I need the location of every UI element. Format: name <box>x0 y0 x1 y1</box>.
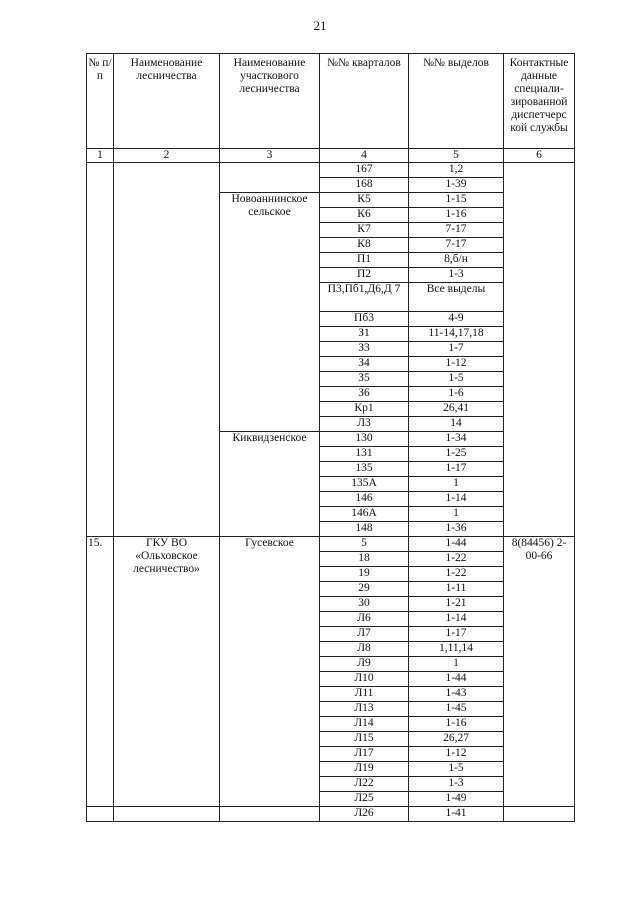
quarter-cell: 146 <box>320 492 409 507</box>
plots-cell: 1-44 <box>409 672 504 687</box>
quarter-cell: П2 <box>320 268 409 283</box>
quarter-cell: 167 <box>320 163 409 178</box>
plots-cell: 1-43 <box>409 687 504 702</box>
table-row <box>87 807 575 822</box>
header-plots: №№ выделов <box>409 54 504 149</box>
plots-cell: 26,41 <box>409 402 504 417</box>
quarter-cell: 29 <box>320 582 409 597</box>
quarter-cell: З5 <box>320 372 409 387</box>
quarter-cell: 148 <box>320 522 409 537</box>
plots-cell: Все выделы <box>409 283 504 312</box>
page-number: 21 <box>313 18 327 33</box>
plots-cell: 1-34 <box>409 432 504 447</box>
plots-cell: 1,2 <box>409 163 504 178</box>
quarter-cell: 18 <box>320 552 409 567</box>
column-number: 4 <box>320 149 409 163</box>
quarter-cell: 19 <box>320 567 409 582</box>
forestry-cell <box>114 807 220 822</box>
plots-cell: 1-5 <box>409 762 504 777</box>
plots-cell: 11-14,17,18 <box>409 327 504 342</box>
plots-cell: 1-7 <box>409 342 504 357</box>
quarter-cell: 30 <box>320 597 409 612</box>
plots-cell: 1-41 <box>409 807 504 822</box>
plots-cell: 1-16 <box>409 208 504 223</box>
plots-cell: 1-6 <box>409 387 504 402</box>
district-cell: Гусевское <box>220 537 320 807</box>
plots-cell: 4-9 <box>409 312 504 327</box>
contact-cell: 8(84456) 2-00-66 <box>504 537 575 807</box>
plots-cell: 26,27 <box>409 732 504 747</box>
num-cell: 15. <box>87 537 114 807</box>
quarter-cell: Л8 <box>320 642 409 657</box>
quarter-cell: Л22 <box>320 777 409 792</box>
plots-cell: 1-49 <box>409 792 504 807</box>
quarter-cell: 135А <box>320 477 409 492</box>
forestry-cell: ГКУ ВО «Ольховское лесничество» <box>114 537 220 807</box>
plots-cell: 1-22 <box>409 567 504 582</box>
quarter-cell: П1 <box>320 253 409 268</box>
quarter-cell: П3,Пб1,Д6,Д 7 <box>320 283 409 312</box>
contact-cell <box>504 807 575 822</box>
header-row <box>87 54 575 149</box>
quarter-cell: 131 <box>320 447 409 462</box>
forestry-cell <box>114 163 220 537</box>
plots-cell: 1-45 <box>409 702 504 717</box>
plots-cell: 1-25 <box>409 447 504 462</box>
header-num: № п/п <box>87 54 114 149</box>
table-row <box>87 537 575 552</box>
quarter-cell: 130 <box>320 432 409 447</box>
header-forestry: Наименование лесничества <box>114 54 220 149</box>
quarter-cell: З1 <box>320 327 409 342</box>
quarter-cell: Л19 <box>320 762 409 777</box>
quarter-cell: Л25 <box>320 792 409 807</box>
plots-cell: 7-17 <box>409 238 504 253</box>
quarter-cell: Кр1 <box>320 402 409 417</box>
quarter-cell: З6 <box>320 387 409 402</box>
plots-cell: 1-36 <box>409 522 504 537</box>
plots-cell: 1-12 <box>409 747 504 762</box>
column-number: 5 <box>409 149 504 163</box>
plots-cell: 1-16 <box>409 717 504 732</box>
quarter-cell: Л10 <box>320 672 409 687</box>
header-contacts: Контактные данные специали-зированной диспетчерс кой службы <box>504 54 575 149</box>
plots-cell: 7-17 <box>409 223 504 238</box>
quarter-cell: 5 <box>320 537 409 552</box>
plots-cell: 1-39 <box>409 178 504 193</box>
plots-cell: 1-17 <box>409 627 504 642</box>
quarter-cell: 135 <box>320 462 409 477</box>
plots-cell: 1 <box>409 507 504 522</box>
district-cell <box>220 163 320 193</box>
plots-cell: 1 <box>409 657 504 672</box>
quarter-cell: Л3 <box>320 417 409 432</box>
plots-cell: 1-12 <box>409 357 504 372</box>
quarter-cell: Л26 <box>320 807 409 822</box>
contact-cell <box>504 163 575 537</box>
num-cell <box>87 807 114 822</box>
plots-cell: 1-22 <box>409 552 504 567</box>
quarter-cell: К7 <box>320 223 409 238</box>
quarter-cell: Л11 <box>320 687 409 702</box>
quarter-cell: Л13 <box>320 702 409 717</box>
plots-cell: 14 <box>409 417 504 432</box>
district-cell: Киквидзенское <box>220 432 320 537</box>
plots-cell: 1-11 <box>409 582 504 597</box>
table-row <box>87 163 575 178</box>
plots-cell: 8,б/н <box>409 253 504 268</box>
district-cell: Новоаннинское сельское <box>220 193 320 432</box>
column-number-row <box>87 149 575 163</box>
quarter-cell: К8 <box>320 238 409 253</box>
plots-cell: 1-15 <box>409 193 504 208</box>
plots-cell: 1 <box>409 477 504 492</box>
header-district: Наименование участкового лесничества <box>220 54 320 149</box>
quarter-cell: К5 <box>320 193 409 208</box>
header-quarters: №№ кварталов <box>320 54 409 149</box>
plots-cell: 1-17 <box>409 462 504 477</box>
column-number: 2 <box>114 149 220 163</box>
column-number: 3 <box>220 149 320 163</box>
quarter-cell: 146А <box>320 507 409 522</box>
plots-cell: 1-5 <box>409 372 504 387</box>
quarter-cell: К6 <box>320 208 409 223</box>
plots-cell: 1-14 <box>409 612 504 627</box>
district-cell <box>220 807 320 822</box>
num-cell <box>87 163 114 537</box>
plots-cell: 1-44 <box>409 537 504 552</box>
plots-cell: 1-3 <box>409 777 504 792</box>
column-number: 6 <box>504 149 575 163</box>
plots-cell: 1-14 <box>409 492 504 507</box>
quarter-cell: Л17 <box>320 747 409 762</box>
plots-cell: 1-3 <box>409 268 504 283</box>
quarter-cell: Л9 <box>320 657 409 672</box>
forestry-table <box>86 53 575 822</box>
quarter-cell: З3 <box>320 342 409 357</box>
quarter-cell: Пб3 <box>320 312 409 327</box>
column-number: 1 <box>87 149 114 163</box>
quarter-cell: Л6 <box>320 612 409 627</box>
quarter-cell: Л7 <box>320 627 409 642</box>
quarter-cell: З4 <box>320 357 409 372</box>
plots-cell: 1,11,14 <box>409 642 504 657</box>
quarter-cell: Л14 <box>320 717 409 732</box>
quarter-cell: Л15 <box>320 732 409 747</box>
plots-cell: 1-21 <box>409 597 504 612</box>
quarter-cell: 168 <box>320 178 409 193</box>
